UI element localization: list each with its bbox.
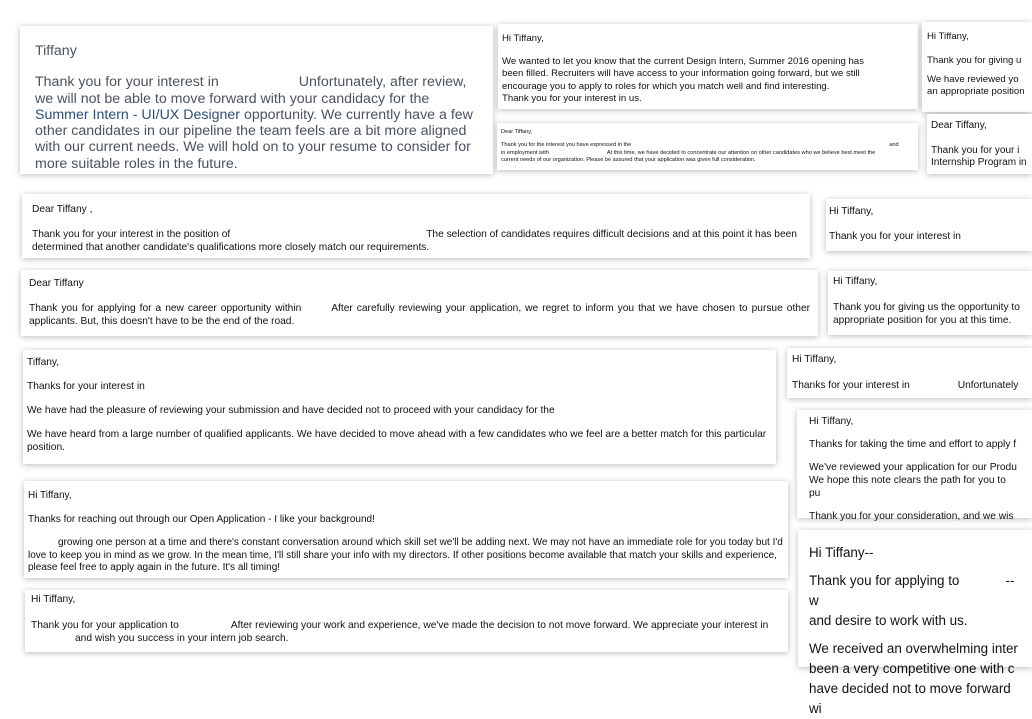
card-body: Thank you for your interest in Unfortunately, after review, we will not be able to move forward with your candidacy for theSummer Intern - UI/UX Designer opportunity. We currently have a few other candidates in our pipeline the team feels are a bit more aligned with our current needs. We will hold on to your resume to consider for more suitable roles in the future. bbox=[35, 74, 473, 172]
rejection-card-4: Dear Tiffany, Thank you for the interest you have expressed in the and in employment with At this time, we have decided to concentrate our attention on other candidates who we believe best meet the current needs of our organization. Please be assured that your application was given full consideration. bbox=[497, 123, 918, 170]
rejection-card-7: Hi Tiffany, Thank you for your interest in bbox=[826, 199, 1032, 251]
rejection-card-6 bbox=[22, 194, 810, 258]
card-greeting: Hi Tiffany, bbox=[833, 276, 878, 287]
rejection-card-10: Tiffany, Thanks for your interest in We have had the pleasure of reviewing your submission and have decided not to proceed with your candidacy for the We have heard from a large number of qualified applicants. We have decided to move ahead with a few candidates who we feel are a better match for this particular position. bbox=[23, 350, 776, 464]
card-greeting: Dear Tiffany bbox=[29, 278, 84, 289]
card-greeting: Hi Tiffany, bbox=[28, 490, 72, 501]
card-greeting: Hi Tiffany, bbox=[31, 594, 76, 605]
rejection-card-12: Hi Tiffany, Thanks for taking the time and effort to apply f We've reviewed your application for our Produ We hope this note clears the path for you to pu Thank you for your consideration, and we wis bbox=[797, 410, 1032, 518]
card-greeting: Hi Tiffany, bbox=[829, 206, 874, 217]
card-greeting: Tiffany, bbox=[27, 357, 60, 368]
card-body: Thank you for your interest in the position of The selection of candidates requires difficult decisions and at this point it has been determined that another candidate's qualifications more closely match our requirements. bbox=[32, 229, 797, 253]
card-greeting: Hi Tiffany, bbox=[927, 31, 969, 42]
card-greeting: Dear Tiffany , bbox=[32, 204, 93, 215]
card-greeting: Hi Tiffany-- bbox=[809, 545, 874, 560]
card-greeting: Hi Tiffany, bbox=[809, 416, 854, 427]
rejection-card-13: Hi Tiffany, Thanks for reaching out through our Open Application - I like your background! growing one person at a time and there's constant conversation around which skill set we'll be adding next. We may not have an immediate role for you today but I'd love to keep you in mind as we grow. In the mean time, I'll still share your info with my directors. If other positions become available that match your skills and experience, please feel free to apply again in the future. It's all timing! bbox=[24, 481, 788, 578]
rejection-card-1 bbox=[20, 26, 493, 174]
card-greeting: Tiffany bbox=[35, 43, 77, 59]
card-greeting: Hi Tiffany, bbox=[502, 33, 544, 44]
card-closing: Thank you for your interest in us. bbox=[502, 92, 642, 104]
rejection-card-2 bbox=[498, 24, 918, 109]
rejection-card-14: Hi Tiffany-- Thank you for applying to -- w and desire to work with us. We received an overwhelming inter been a very competitive one with c have decided not to move forward wi bbox=[798, 530, 1032, 667]
rejection-card-5: Dear Tiffany, Thank you for your i Internship Program in bbox=[927, 114, 1032, 174]
card-greeting: Dear Tiffany, bbox=[931, 120, 987, 131]
rejection-card-8 bbox=[21, 270, 818, 336]
rejection-card-9: Hi Tiffany, Thank you for giving us the opportunity to appropriate position for you at this time. bbox=[828, 271, 1032, 335]
card-body: We wanted to let you know that the current Design Intern, Summer 2016 opening has been filled. Recruiters will have access to your information going forward, but we still encourage you to apply to roles for which you match well and find interesting. bbox=[502, 56, 864, 92]
rejection-card-11: Hi Tiffany, Thanks for your interest in Unfortunately bbox=[787, 348, 1032, 398]
card-greeting: Dear Tiffany, bbox=[501, 129, 533, 135]
rejection-card-3: Hi Tiffany, Thank you for giving u We have reviewed yo an appropriate position bbox=[922, 22, 1032, 112]
rejection-card-15: Hi Tiffany, Thank you for your application to After reviewing your work and experience, we've made the decision to not move forward. We appreciate your interest in and wish you success in your intern job search. bbox=[25, 590, 788, 652]
card-greeting: Hi Tiffany, bbox=[792, 354, 837, 365]
card-body: Thank you for applying for a new career opportunity within After carefully reviewing your application, we regret to inform you that we have chosen to pursue other applicants. But, this doesn't have to be the end of the road. bbox=[29, 303, 810, 327]
